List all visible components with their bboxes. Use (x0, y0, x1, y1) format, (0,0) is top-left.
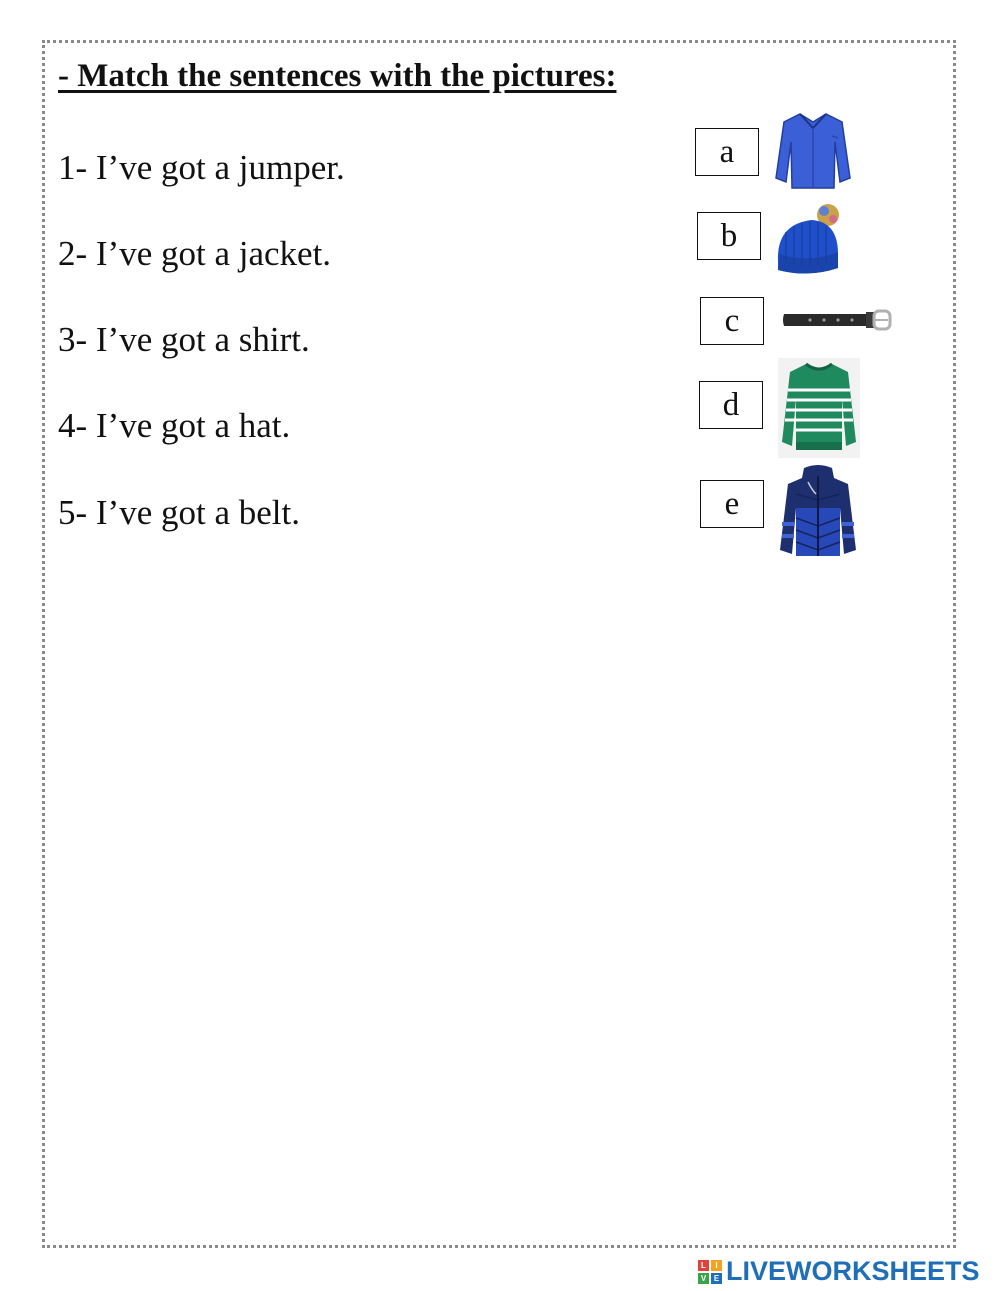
answer-box-a[interactable]: a (695, 128, 759, 176)
logo-letter-e: E (711, 1273, 722, 1284)
brand-name: LIVEWORKSHEETS (726, 1256, 980, 1286)
answer-box-d[interactable]: d (699, 381, 763, 429)
worksheet-title: - Match the sentences with the pictures: (58, 58, 617, 94)
puffer-jacket-icon (778, 464, 858, 560)
sentence-3: 3- I’ve got a shirt. (58, 320, 310, 359)
logo-letter-i: I (711, 1260, 722, 1271)
logo-letter-l: L (698, 1260, 709, 1271)
sentence-5: 5- I’ve got a belt. (58, 493, 300, 532)
answer-box-c[interactable]: c (700, 297, 764, 345)
belt-icon (780, 306, 894, 334)
liveworksheets-logo (698, 1256, 980, 1287)
logo-grid-icon (698, 1260, 722, 1284)
striped-jumper-icon (778, 358, 860, 458)
beanie-hat-icon (772, 202, 844, 276)
shirt-icon (772, 108, 854, 190)
sentence-2: 2- I’ve got a jacket. (58, 234, 332, 273)
sentence-1: 1- I’ve got a jumper. (58, 148, 345, 187)
answer-box-b[interactable]: b (697, 212, 761, 260)
logo-letter-v: V (698, 1273, 709, 1284)
sentence-4: 4- I’ve got a hat. (58, 406, 291, 445)
answer-box-e[interactable]: e (700, 480, 764, 528)
